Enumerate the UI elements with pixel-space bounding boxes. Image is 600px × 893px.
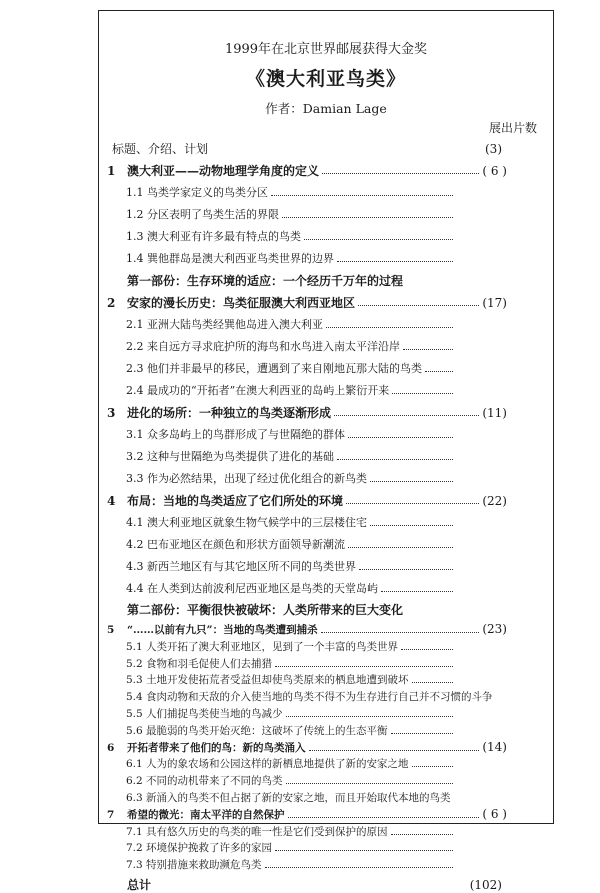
- section-row: [126, 656, 456, 671]
- chapter-title: “……以前有九只”：当地的鸟类遭到捕杀: [127, 624, 318, 636]
- chapter-title: 安家的漫长历史：鸟类征服澳大利西亚地区: [127, 296, 356, 310]
- chapter-number: 7: [107, 808, 115, 821]
- chapter-count: (22): [482, 494, 507, 508]
- chapter-count: ( 6 ): [482, 806, 507, 821]
- section-title: 3.1 众多岛屿上的鸟群形成了与世隔绝的群体: [126, 428, 345, 441]
- leader-dots: [321, 632, 480, 633]
- chapter-row: [107, 740, 507, 755]
- section-row: [126, 857, 456, 872]
- leader-dots: [348, 437, 453, 438]
- leader-dots: [370, 481, 453, 482]
- leader-dots: [275, 850, 453, 851]
- leader-dots: [337, 459, 453, 460]
- section-title: 5.6 最脆弱的鸟类开始灭绝：这破坏了传统上的生态平衡: [126, 724, 388, 737]
- leader-dots: [286, 783, 453, 784]
- chapter-number: 6: [107, 741, 115, 754]
- chapter-title: 开拓者带来了他们的鸟：新的鸟类涌入: [127, 741, 306, 754]
- chapter-title: 进化的场所：一种独立的鸟类逐渐形成: [127, 406, 332, 420]
- leader-dots: [304, 239, 453, 240]
- section-title: 1.1 鸟类学家定义的鸟类分区: [126, 186, 268, 199]
- total-count: (102): [469, 878, 502, 892]
- chapter-row: [107, 404, 507, 421]
- section-row: [126, 250, 456, 266]
- section-title: 2.1 亚洲大陆鸟类经巽他岛进入澳大利亚: [126, 318, 323, 331]
- section-title: 3.3 作为必然结果，出现了经过优化组合的新鸟类: [126, 472, 367, 485]
- section-title: 4.4 在人类到达前波利尼西亚地区是鸟类的天堂岛屿: [126, 582, 378, 595]
- section-row: [126, 228, 456, 244]
- leader-dots: [403, 349, 453, 350]
- leader-dots: [391, 733, 453, 734]
- section-row: [126, 639, 456, 654]
- leader-dots: [358, 305, 479, 306]
- chapter-title: 澳大利亚——动物地理学角度的定义: [127, 164, 320, 178]
- section-title: 4.1 澳大利亚地区就象生物气候学中的三层楼住宅: [126, 516, 367, 529]
- section-row: [126, 723, 456, 738]
- section-row: [126, 382, 456, 398]
- leader-dots: [337, 261, 453, 262]
- chapter-number: 2: [107, 296, 116, 310]
- section-row: [126, 514, 456, 530]
- section-row: [126, 536, 456, 552]
- section-title: 2.3 他们并非最早的移民，遭遇到了来自刚地瓦那大陆的鸟类: [126, 362, 422, 375]
- section-title: 1.4 巽他群岛是澳大利西亚鸟类世界的边界: [126, 252, 334, 265]
- leader-dots: [401, 649, 453, 650]
- section-row: [126, 672, 456, 687]
- section-title: 7.2 环境保护挽救了许多的家园: [126, 842, 273, 855]
- leader-dots: [288, 817, 480, 818]
- section-title: 7.3 特别措施来救助濒危鸟类: [126, 859, 262, 872]
- section-row: [126, 184, 456, 200]
- leader-dots: [326, 327, 453, 328]
- count-heading: 展出片数: [488, 121, 537, 135]
- chapter-row: [107, 807, 507, 822]
- total-label: 总计: [127, 878, 152, 892]
- section-title: 6.1 人为的象农场和公园这样的新栖息地提供了新的安家之地: [126, 758, 409, 771]
- section-row: [126, 426, 456, 442]
- section-title: 3.2 这种与世隔绝为鸟类提供了进化的基础: [126, 450, 334, 463]
- section-title: 5.1 人类开拓了澳大利亚地区，见到了一个丰富的鸟类世界: [126, 640, 399, 653]
- section-row: [126, 558, 456, 574]
- chapter-count: (23): [482, 622, 507, 636]
- chapter-number: 1: [107, 164, 116, 178]
- leader-dots: [391, 834, 453, 835]
- chapter-title: 希望的微光：南太平洋的自然保护: [127, 808, 285, 821]
- leader-dots: [282, 217, 453, 218]
- chapter-count: (11): [482, 406, 507, 420]
- section-row: [126, 840, 456, 855]
- chapter-number: 5: [107, 624, 115, 636]
- leader-dots: [346, 503, 479, 504]
- chapter-row: [107, 294, 507, 311]
- section-row: [126, 360, 456, 376]
- section-row: [126, 316, 456, 332]
- section-title: 5.3 土地开发使拓荒者受益但却使鸟类原来的栖息地遭到破坏: [126, 674, 409, 687]
- section-row: [126, 773, 456, 788]
- chapter-row: [107, 492, 507, 509]
- leader-dots: [271, 195, 453, 196]
- chapter-count: (17): [482, 296, 507, 310]
- intro-text: 标题、介绍、计划: [112, 142, 209, 156]
- part-heading: 第一部份：生存环境的适应：一个经历千万年的过程: [127, 274, 404, 288]
- chapter-number: 3: [107, 406, 116, 420]
- leader-dots: [286, 716, 453, 717]
- section-title: 5.2 食物和羽毛促使人们去捕猎: [126, 657, 273, 670]
- section-title: 1.3 澳大利亚有许多最有特点的鸟类: [126, 230, 301, 243]
- section-row: [126, 706, 456, 721]
- leader-dots: [275, 666, 453, 667]
- chapter-row: [107, 622, 507, 637]
- intro-count: (3): [485, 142, 502, 156]
- leader-dots: [322, 173, 479, 174]
- section-row: [126, 790, 471, 805]
- section-row: [126, 206, 456, 222]
- leader-dots: [370, 525, 453, 526]
- intro-row: [112, 140, 502, 157]
- leader-dots: [309, 750, 480, 751]
- section-title: 5.5 人们捕捉鸟类使当地的鸟减少: [126, 708, 283, 720]
- award-line: 1999年在北京世界邮展获得大金奖: [224, 42, 428, 57]
- section-title: 2.2 来自远方寻求庇护所的海鸟和水鸟进入南太平洋沿岸: [126, 340, 400, 353]
- chapter-count: ( 6 ): [482, 164, 507, 178]
- section-row: [126, 689, 493, 704]
- leader-dots: [359, 569, 453, 570]
- section-row: [126, 824, 456, 839]
- leader-dots: [425, 371, 453, 372]
- author-line: 作者：Damian Lage: [265, 101, 387, 116]
- chapter-title: 布局：当地的鸟类适应了它们所处的环境: [127, 494, 344, 508]
- section-title: 7.1 具有悠久历史的鸟类的唯一性是它们受到保护的原因: [126, 825, 388, 838]
- section-title: 1.2 分区表明了鸟类生活的界限: [126, 208, 279, 221]
- section-title: 4.2 巴布亚地区在颜色和形状方面领导新潮流: [126, 538, 345, 551]
- section-row: [126, 756, 456, 771]
- section-title: 5.4 食肉动物和天敌的介入使当地的鸟类不得不为生存进行自己并不习惯的斗争: [126, 691, 493, 704]
- section-title: 6.2 不同的动机带来了不同的鸟类: [126, 775, 283, 788]
- section-row: [126, 470, 456, 486]
- leader-dots: [412, 766, 453, 767]
- section-title: 4.3 新西兰地区有与其它地区所不同的鸟类世界: [126, 560, 356, 573]
- leader-dots: [334, 415, 479, 416]
- exhibit-title: 《澳大利亚鸟类》: [245, 68, 406, 90]
- chapter-count: (14): [482, 739, 507, 754]
- chapter-number: 4: [107, 494, 116, 508]
- chapter-row: [107, 162, 507, 179]
- section-title: 6.3 新涌入的鸟类不但占据了新的安家之地，而且开始取代本地的鸟类: [126, 792, 451, 804]
- leader-dots: [392, 393, 453, 394]
- leader-dots: [348, 547, 453, 548]
- total-row: [127, 876, 502, 893]
- leader-dots: [412, 682, 453, 683]
- leader-dots: [265, 867, 453, 868]
- part-heading: 第二部份：平衡很快被破坏：人类所带来的巨大变化: [127, 603, 404, 617]
- section-row: [126, 580, 456, 596]
- leader-dots: [381, 591, 453, 592]
- section-row: [126, 338, 456, 354]
- section-title: 2.4 最成功的“开拓者”在澳大利西亚的岛屿上繁衍开来: [126, 384, 390, 397]
- section-row: [126, 448, 456, 464]
